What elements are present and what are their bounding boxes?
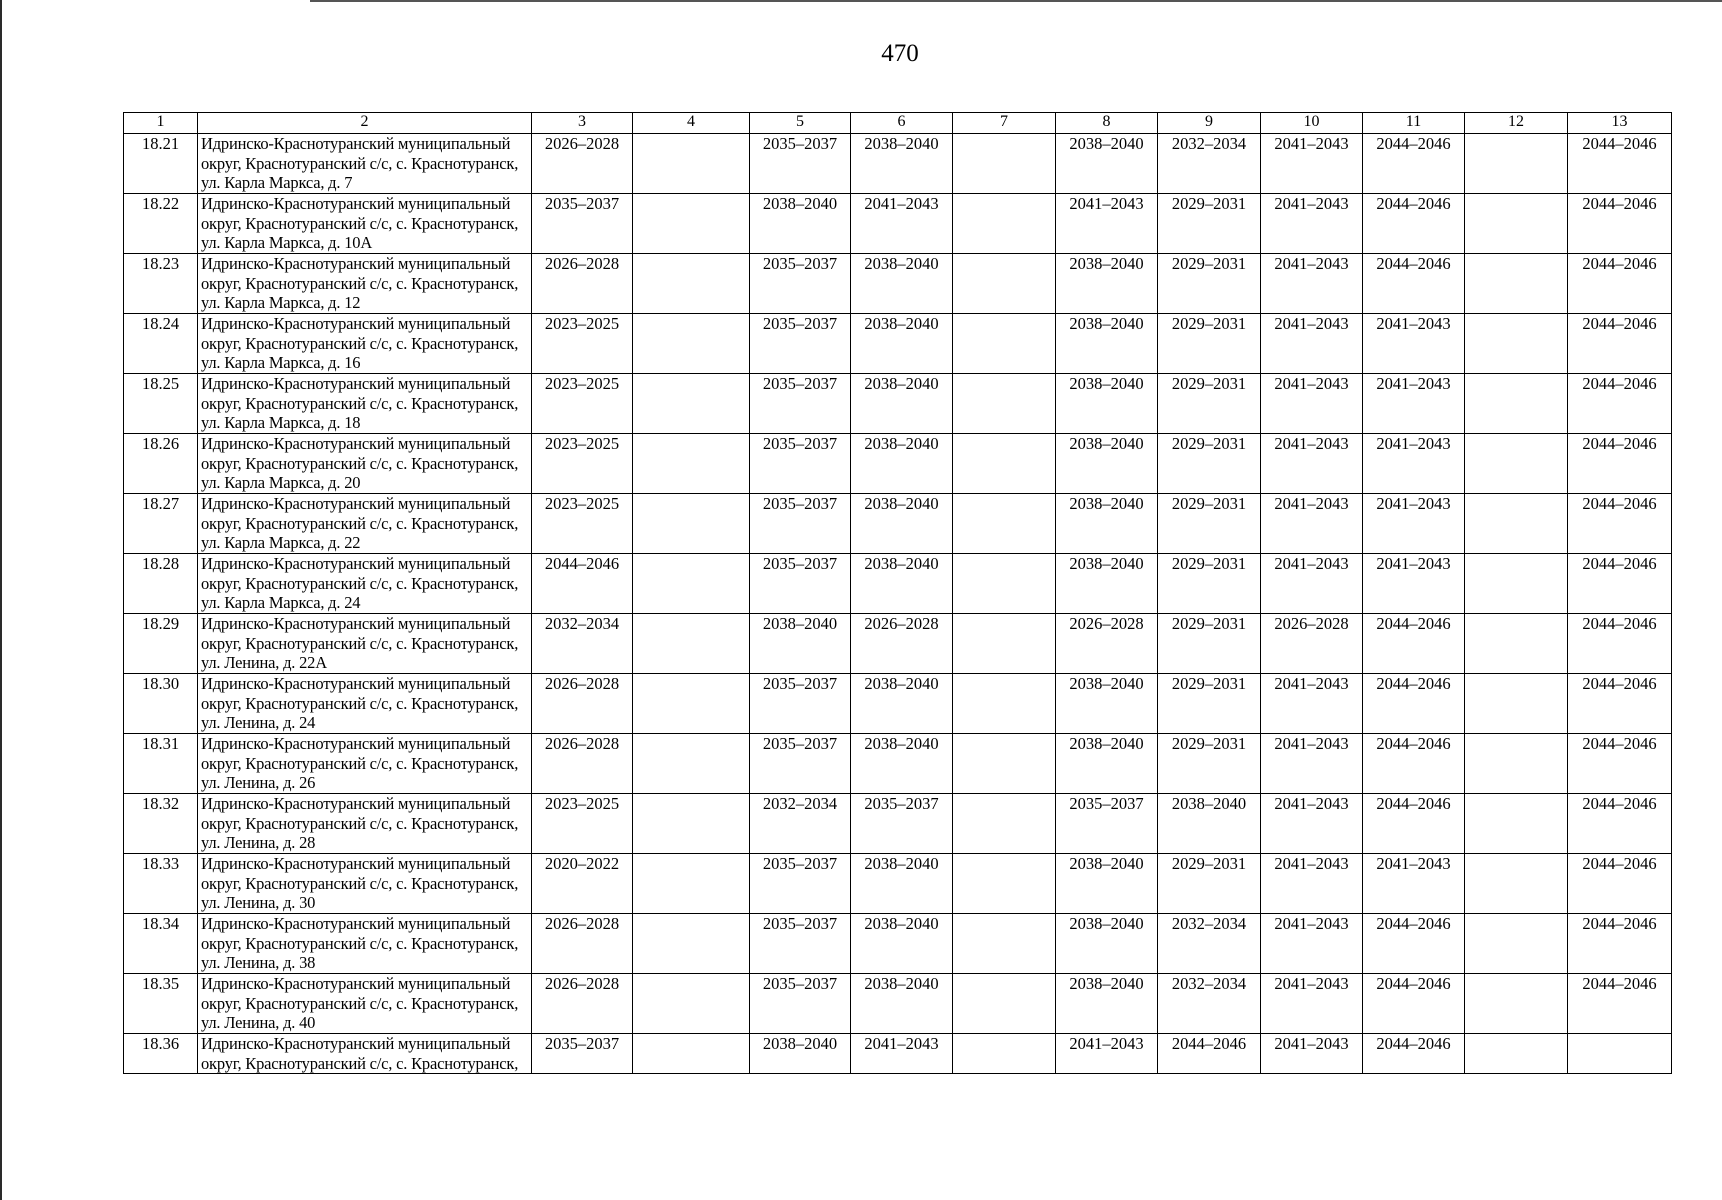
period-cell-8: 2041–2043 bbox=[1056, 1034, 1158, 1074]
period-cell-4 bbox=[633, 614, 750, 674]
period-cell-11: 2044–2046 bbox=[1363, 134, 1465, 194]
address-line: округ, Краснотуранский с/с, с. Краснотуранск, bbox=[201, 693, 519, 713]
address-cell bbox=[198, 1034, 532, 1074]
period-cell-11: 2041–2043 bbox=[1363, 434, 1465, 494]
period-cell-10: 2041–2043 bbox=[1261, 974, 1363, 1034]
period-cell-3: 2023–2025 bbox=[532, 794, 633, 854]
period-cell-12 bbox=[1465, 734, 1568, 794]
address-line: ул. Карла Маркса, д. 22 bbox=[201, 533, 361, 552]
period-cell-8: 2038–2040 bbox=[1056, 554, 1158, 614]
period-cell-5: 2035–2037 bbox=[750, 914, 851, 974]
table-row bbox=[124, 734, 1672, 794]
period-cell-8: 2038–2040 bbox=[1056, 374, 1158, 434]
period-cell-8: 2038–2040 bbox=[1056, 734, 1158, 794]
row-number: 18.32 bbox=[124, 794, 198, 854]
period-cell-4 bbox=[633, 794, 750, 854]
period-cell-4 bbox=[633, 494, 750, 554]
period-cell-3: 2035–2037 bbox=[532, 194, 633, 254]
period-cell-10: 2041–2043 bbox=[1261, 674, 1363, 734]
address-line: Идринско-Краснотуранский муниципальный bbox=[201, 194, 511, 213]
period-cell-7 bbox=[953, 134, 1056, 194]
period-cell-6: 2038–2040 bbox=[851, 494, 953, 554]
period-cell-7 bbox=[953, 494, 1056, 554]
address-cell bbox=[198, 674, 532, 734]
period-cell-12 bbox=[1465, 854, 1568, 914]
period-cell-7 bbox=[953, 794, 1056, 854]
period-cell-11: 2041–2043 bbox=[1363, 854, 1465, 914]
period-cell-6: 2035–2037 bbox=[851, 794, 953, 854]
address-line: Идринско-Краснотуранский муниципальный bbox=[201, 794, 511, 813]
period-cell-11: 2044–2046 bbox=[1363, 794, 1465, 854]
address-line: ул. Карла Маркса, д. 18 bbox=[201, 413, 361, 432]
address-cell bbox=[198, 134, 532, 194]
period-cell-5: 2035–2037 bbox=[750, 254, 851, 314]
address-cell bbox=[198, 194, 532, 254]
period-cell-10: 2041–2043 bbox=[1261, 254, 1363, 314]
address-cell bbox=[198, 254, 532, 314]
address-line: Идринско-Краснотуранский муниципальный bbox=[201, 554, 511, 573]
period-cell-11: 2044–2046 bbox=[1363, 914, 1465, 974]
column-header: 3 bbox=[532, 113, 633, 134]
period-cell-7 bbox=[953, 194, 1056, 254]
period-cell-4 bbox=[633, 734, 750, 794]
row-number: 18.22 bbox=[124, 194, 198, 254]
column-header: 6 bbox=[851, 113, 953, 134]
column-header: 4 bbox=[633, 113, 750, 134]
period-cell-3: 2026–2028 bbox=[532, 254, 633, 314]
period-cell-11: 2041–2043 bbox=[1363, 494, 1465, 554]
address-line: Идринско-Краснотуранский муниципальный bbox=[201, 374, 511, 393]
table-row bbox=[124, 554, 1672, 614]
period-cell-13: 2044–2046 bbox=[1568, 494, 1672, 554]
period-cell-13: 2044–2046 bbox=[1568, 974, 1672, 1034]
period-cell-9: 2029–2031 bbox=[1158, 614, 1261, 674]
period-cell-12 bbox=[1465, 494, 1568, 554]
address-line: округ, Краснотуранский с/с, с. Краснотуранск, bbox=[201, 153, 519, 173]
period-cell-8: 2038–2040 bbox=[1056, 914, 1158, 974]
scan-edge-top bbox=[310, 0, 1722, 2]
period-cell-10: 2041–2043 bbox=[1261, 194, 1363, 254]
period-cell-13: 2044–2046 bbox=[1568, 614, 1672, 674]
period-cell-10: 2041–2043 bbox=[1261, 554, 1363, 614]
period-cell-7 bbox=[953, 854, 1056, 914]
address-cell bbox=[198, 434, 532, 494]
address-cell bbox=[198, 314, 532, 374]
address-line: ул. Карла Маркса, д. 7 bbox=[201, 173, 353, 192]
period-cell-10: 2026–2028 bbox=[1261, 614, 1363, 674]
period-cell-8: 2038–2040 bbox=[1056, 254, 1158, 314]
period-cell-3: 2026–2028 bbox=[532, 674, 633, 734]
period-cell-11: 2044–2046 bbox=[1363, 974, 1465, 1034]
period-cell-11: 2041–2043 bbox=[1363, 554, 1465, 614]
address-line: округ, Краснотуранский с/с, с. Краснотуранск, bbox=[201, 393, 519, 413]
address-line: округ, Краснотуранский с/с, с. Краснотуранск, bbox=[201, 753, 519, 773]
period-cell-5: 2032–2034 bbox=[750, 794, 851, 854]
period-cell-9: 2029–2031 bbox=[1158, 494, 1261, 554]
period-cell-8: 2038–2040 bbox=[1056, 314, 1158, 374]
period-cell-3: 2023–2025 bbox=[532, 314, 633, 374]
table-row bbox=[124, 794, 1672, 854]
period-cell-3: 2026–2028 bbox=[532, 914, 633, 974]
period-cell-4 bbox=[633, 674, 750, 734]
column-header: 10 bbox=[1261, 113, 1363, 134]
period-cell-3: 2023–2025 bbox=[532, 434, 633, 494]
address-cell bbox=[198, 554, 532, 614]
period-cell-6: 2038–2040 bbox=[851, 554, 953, 614]
period-cell-5: 2035–2037 bbox=[750, 974, 851, 1034]
address-line: Идринско-Краснотуранский муниципальный bbox=[201, 974, 511, 993]
row-number: 18.30 bbox=[124, 674, 198, 734]
row-number: 18.24 bbox=[124, 314, 198, 374]
period-cell-12 bbox=[1465, 134, 1568, 194]
period-cell-11: 2044–2046 bbox=[1363, 254, 1465, 314]
column-header: 13 bbox=[1568, 113, 1672, 134]
period-cell-12 bbox=[1465, 254, 1568, 314]
period-cell-6: 2038–2040 bbox=[851, 854, 953, 914]
period-cell-4 bbox=[633, 134, 750, 194]
table-row bbox=[124, 434, 1672, 494]
address-cell bbox=[198, 374, 532, 434]
table-header-row bbox=[124, 113, 1672, 134]
page-number: 470 bbox=[881, 40, 919, 67]
period-cell-3: 2044–2046 bbox=[532, 554, 633, 614]
period-cell-5: 2035–2037 bbox=[750, 134, 851, 194]
period-cell-12 bbox=[1465, 614, 1568, 674]
period-cell-5: 2035–2037 bbox=[750, 314, 851, 374]
address-line: округ, Краснотуранский с/с, с. Краснотуранск, bbox=[201, 573, 519, 593]
table-row bbox=[124, 854, 1672, 914]
period-cell-3: 2020–2022 bbox=[532, 854, 633, 914]
period-cell-10: 2041–2043 bbox=[1261, 374, 1363, 434]
row-number: 18.35 bbox=[124, 974, 198, 1034]
address-line: округ, Краснотуранский с/с, с. Краснотуранск, bbox=[201, 933, 519, 953]
period-cell-7 bbox=[953, 734, 1056, 794]
period-cell-8: 2038–2040 bbox=[1056, 854, 1158, 914]
address-line: ул. Карла Маркса, д. 20 bbox=[201, 473, 361, 492]
column-header: 1 bbox=[124, 113, 198, 134]
table-row bbox=[124, 674, 1672, 734]
period-cell-5: 2035–2037 bbox=[750, 854, 851, 914]
period-cell-7 bbox=[953, 554, 1056, 614]
period-cell-3: 2026–2028 bbox=[532, 134, 633, 194]
period-cell-11: 2041–2043 bbox=[1363, 314, 1465, 374]
period-cell-4 bbox=[633, 974, 750, 1034]
period-cell-11: 2044–2046 bbox=[1363, 614, 1465, 674]
period-cell-6: 2038–2040 bbox=[851, 254, 953, 314]
period-cell-8: 2041–2043 bbox=[1056, 194, 1158, 254]
period-cell-12 bbox=[1465, 1034, 1568, 1074]
address-line: Идринско-Краснотуранский муниципальный bbox=[201, 854, 511, 873]
address-line: ул. Карла Маркса, д. 16 bbox=[201, 353, 361, 372]
address-line: ул. Ленина, д. 28 bbox=[201, 833, 316, 852]
address-cell bbox=[198, 794, 532, 854]
address-line: Идринско-Краснотуранский муниципальный bbox=[201, 914, 511, 933]
period-cell-13: 2044–2046 bbox=[1568, 134, 1672, 194]
period-cell-3: 2032–2034 bbox=[532, 614, 633, 674]
period-cell-3: 2026–2028 bbox=[532, 974, 633, 1034]
address-line: округ, Краснотуранский с/с, с. Краснотуранск, bbox=[201, 873, 519, 893]
period-cell-7 bbox=[953, 674, 1056, 734]
address-line: ул. Карла Маркса, д. 12 bbox=[201, 293, 361, 312]
period-cell-13: 2044–2046 bbox=[1568, 854, 1672, 914]
period-cell-5: 2035–2037 bbox=[750, 554, 851, 614]
table-row bbox=[124, 914, 1672, 974]
address-line: округ, Краснотуранский с/с, с. Краснотуранск, bbox=[201, 813, 519, 833]
period-cell-8: 2038–2040 bbox=[1056, 134, 1158, 194]
period-cell-3: 2023–2025 bbox=[532, 374, 633, 434]
address-cell bbox=[198, 614, 532, 674]
row-number: 18.25 bbox=[124, 374, 198, 434]
period-cell-5: 2035–2037 bbox=[750, 674, 851, 734]
row-number: 18.21 bbox=[124, 134, 198, 194]
column-header: 11 bbox=[1363, 113, 1465, 134]
row-number: 18.28 bbox=[124, 554, 198, 614]
address-line: округ, Краснотуранский с/с, с. Краснотуранск, bbox=[201, 1053, 519, 1073]
period-cell-10: 2041–2043 bbox=[1261, 134, 1363, 194]
period-cell-11: 2044–2046 bbox=[1363, 194, 1465, 254]
period-cell-5: 2035–2037 bbox=[750, 374, 851, 434]
period-cell-10: 2041–2043 bbox=[1261, 314, 1363, 374]
period-cell-7 bbox=[953, 1034, 1056, 1074]
period-cell-9: 2029–2031 bbox=[1158, 194, 1261, 254]
address-line: Идринско-Краснотуранский муниципальный bbox=[201, 494, 511, 513]
period-cell-10: 2041–2043 bbox=[1261, 734, 1363, 794]
address-line: ул. Ленина, д. 24 bbox=[201, 713, 316, 732]
row-number: 18.36 bbox=[124, 1034, 198, 1074]
period-cell-8: 2038–2040 bbox=[1056, 434, 1158, 494]
period-cell-8: 2026–2028 bbox=[1056, 614, 1158, 674]
period-cell-12 bbox=[1465, 314, 1568, 374]
period-cell-10: 2041–2043 bbox=[1261, 494, 1363, 554]
period-cell-9: 2029–2031 bbox=[1158, 314, 1261, 374]
period-cell-12 bbox=[1465, 554, 1568, 614]
period-cell-7 bbox=[953, 314, 1056, 374]
period-cell-12 bbox=[1465, 674, 1568, 734]
period-cell-11: 2044–2046 bbox=[1363, 674, 1465, 734]
row-number: 18.33 bbox=[124, 854, 198, 914]
period-cell-6: 2026–2028 bbox=[851, 614, 953, 674]
period-cell-4 bbox=[633, 254, 750, 314]
address-cell bbox=[198, 734, 532, 794]
table-row bbox=[124, 1034, 1672, 1074]
address-cell bbox=[198, 974, 532, 1034]
period-cell-6: 2038–2040 bbox=[851, 374, 953, 434]
period-cell-9: 2032–2034 bbox=[1158, 134, 1261, 194]
period-cell-4 bbox=[633, 914, 750, 974]
period-cell-13: 2044–2046 bbox=[1568, 434, 1672, 494]
period-cell-7 bbox=[953, 434, 1056, 494]
period-cell-10: 2041–2043 bbox=[1261, 1034, 1363, 1074]
address-line: округ, Краснотуранский с/с, с. Краснотуранск, bbox=[201, 633, 519, 653]
period-cell-6: 2038–2040 bbox=[851, 914, 953, 974]
address-line: округ, Краснотуранский с/с, с. Краснотуранск, bbox=[201, 453, 519, 473]
period-cell-13: 2044–2046 bbox=[1568, 914, 1672, 974]
address-line: округ, Краснотуранский с/с, с. Краснотуранск, bbox=[201, 993, 519, 1013]
row-number: 18.34 bbox=[124, 914, 198, 974]
period-cell-4 bbox=[633, 854, 750, 914]
period-cell-13: 2044–2046 bbox=[1568, 794, 1672, 854]
table-body bbox=[124, 113, 1672, 1074]
period-cell-9: 2029–2031 bbox=[1158, 434, 1261, 494]
scan-edge-left bbox=[0, 0, 2, 1200]
period-cell-10: 2041–2043 bbox=[1261, 854, 1363, 914]
period-cell-4 bbox=[633, 434, 750, 494]
period-cell-7 bbox=[953, 614, 1056, 674]
row-number: 18.31 bbox=[124, 734, 198, 794]
period-cell-5: 2038–2040 bbox=[750, 614, 851, 674]
address-cell bbox=[198, 494, 532, 554]
period-cell-8: 2038–2040 bbox=[1056, 974, 1158, 1034]
period-cell-12 bbox=[1465, 194, 1568, 254]
period-cell-10: 2041–2043 bbox=[1261, 434, 1363, 494]
period-cell-3: 2026–2028 bbox=[532, 734, 633, 794]
period-cell-6: 2041–2043 bbox=[851, 1034, 953, 1074]
period-cell-12 bbox=[1465, 914, 1568, 974]
period-cell-6: 2038–2040 bbox=[851, 734, 953, 794]
column-header: 5 bbox=[750, 113, 851, 134]
period-cell-9: 2044–2046 bbox=[1158, 1034, 1261, 1074]
period-cell-12 bbox=[1465, 434, 1568, 494]
address-line: Идринско-Краснотуранский муниципальный bbox=[201, 314, 511, 333]
period-cell-6: 2038–2040 bbox=[851, 314, 953, 374]
period-cell-7 bbox=[953, 914, 1056, 974]
period-cell-9: 2029–2031 bbox=[1158, 734, 1261, 794]
address-line: Идринско-Краснотуранский муниципальный bbox=[201, 434, 511, 453]
address-line: округ, Краснотуранский с/с, с. Краснотуранск, bbox=[201, 333, 519, 353]
period-cell-5: 2038–2040 bbox=[750, 1034, 851, 1074]
period-cell-7 bbox=[953, 974, 1056, 1034]
period-cell-10: 2041–2043 bbox=[1261, 794, 1363, 854]
period-cell-6: 2041–2043 bbox=[851, 194, 953, 254]
row-number: 18.26 bbox=[124, 434, 198, 494]
address-line: ул. Ленина, д. 22А bbox=[201, 653, 327, 672]
address-line: ул. Ленина, д. 26 bbox=[201, 773, 316, 792]
address-line: ул. Карла Маркса, д. 10А bbox=[201, 233, 373, 252]
period-cell-13: 2044–2046 bbox=[1568, 674, 1672, 734]
period-cell-6: 2038–2040 bbox=[851, 674, 953, 734]
period-cell-13: 2044–2046 bbox=[1568, 254, 1672, 314]
period-cell-5: 2035–2037 bbox=[750, 434, 851, 494]
address-line: ул. Карла Маркса, д. 24 bbox=[201, 593, 361, 612]
period-cell-6: 2038–2040 bbox=[851, 134, 953, 194]
address-cell bbox=[198, 854, 532, 914]
period-cell-9: 2029–2031 bbox=[1158, 854, 1261, 914]
period-cell-8: 2035–2037 bbox=[1056, 794, 1158, 854]
address-line: Идринско-Краснотуранский муниципальный bbox=[201, 1034, 511, 1053]
column-header: 2 bbox=[198, 113, 532, 134]
period-cell-9: 2029–2031 bbox=[1158, 554, 1261, 614]
address-line: Идринско-Краснотуранский муниципальный bbox=[201, 254, 511, 273]
period-cell-3: 2035–2037 bbox=[532, 1034, 633, 1074]
period-cell-9: 2029–2031 bbox=[1158, 374, 1261, 434]
period-cell-5: 2035–2037 bbox=[750, 494, 851, 554]
address-line: Идринско-Краснотуранский муниципальный bbox=[201, 134, 511, 153]
period-cell-8: 2038–2040 bbox=[1056, 494, 1158, 554]
schedule-table bbox=[123, 112, 1672, 1074]
period-cell-13 bbox=[1568, 1034, 1672, 1074]
column-header: 9 bbox=[1158, 113, 1261, 134]
period-cell-13: 2044–2046 bbox=[1568, 374, 1672, 434]
address-line: округ, Краснотуранский с/с, с. Краснотуранск, bbox=[201, 513, 519, 533]
period-cell-10: 2041–2043 bbox=[1261, 914, 1363, 974]
address-line: округ, Краснотуранский с/с, с. Краснотуранск, bbox=[201, 213, 519, 233]
period-cell-13: 2044–2046 bbox=[1568, 194, 1672, 254]
period-cell-7 bbox=[953, 254, 1056, 314]
address-line: Идринско-Краснотуранский муниципальный bbox=[201, 614, 511, 633]
period-cell-11: 2041–2043 bbox=[1363, 374, 1465, 434]
period-cell-9: 2038–2040 bbox=[1158, 794, 1261, 854]
address-line: округ, Краснотуранский с/с, с. Краснотуранск, bbox=[201, 273, 519, 293]
period-cell-5: 2038–2040 bbox=[750, 194, 851, 254]
table-row bbox=[124, 614, 1672, 674]
column-header: 8 bbox=[1056, 113, 1158, 134]
period-cell-7 bbox=[953, 374, 1056, 434]
row-number: 18.23 bbox=[124, 254, 198, 314]
row-number: 18.29 bbox=[124, 614, 198, 674]
row-number: 18.27 bbox=[124, 494, 198, 554]
period-cell-3: 2023–2025 bbox=[532, 494, 633, 554]
period-cell-9: 2029–2031 bbox=[1158, 674, 1261, 734]
period-cell-6: 2038–2040 bbox=[851, 974, 953, 1034]
address-line: Идринско-Краснотуранский муниципальный bbox=[201, 734, 511, 753]
period-cell-13: 2044–2046 bbox=[1568, 734, 1672, 794]
period-cell-11: 2044–2046 bbox=[1363, 734, 1465, 794]
address-line: ул. Ленина, д. 40 bbox=[201, 1013, 316, 1032]
period-cell-12 bbox=[1465, 374, 1568, 434]
period-cell-4 bbox=[633, 554, 750, 614]
period-cell-12 bbox=[1465, 974, 1568, 1034]
period-cell-4 bbox=[633, 314, 750, 374]
table-row bbox=[124, 314, 1672, 374]
address-cell bbox=[198, 914, 532, 974]
period-cell-9: 2029–2031 bbox=[1158, 254, 1261, 314]
period-cell-9: 2032–2034 bbox=[1158, 974, 1261, 1034]
period-cell-4 bbox=[633, 1034, 750, 1074]
address-line: Идринско-Краснотуранский муниципальный bbox=[201, 674, 511, 693]
column-header: 7 bbox=[953, 113, 1056, 134]
table-row bbox=[124, 194, 1672, 254]
period-cell-4 bbox=[633, 374, 750, 434]
table-row bbox=[124, 494, 1672, 554]
table-row bbox=[124, 134, 1672, 194]
table-row bbox=[124, 974, 1672, 1034]
period-cell-13: 2044–2046 bbox=[1568, 554, 1672, 614]
period-cell-11: 2044–2046 bbox=[1363, 1034, 1465, 1074]
table-row bbox=[124, 374, 1672, 434]
period-cell-12 bbox=[1465, 794, 1568, 854]
period-cell-4 bbox=[633, 194, 750, 254]
address-line: ул. Ленина, д. 30 bbox=[201, 893, 316, 912]
period-cell-6: 2038–2040 bbox=[851, 434, 953, 494]
period-cell-13: 2044–2046 bbox=[1568, 314, 1672, 374]
period-cell-9: 2032–2034 bbox=[1158, 914, 1261, 974]
period-cell-5: 2035–2037 bbox=[750, 734, 851, 794]
period-cell-8: 2038–2040 bbox=[1056, 674, 1158, 734]
table-row bbox=[124, 254, 1672, 314]
column-header: 12 bbox=[1465, 113, 1568, 134]
address-line: ул. Ленина, д. 38 bbox=[201, 953, 316, 972]
